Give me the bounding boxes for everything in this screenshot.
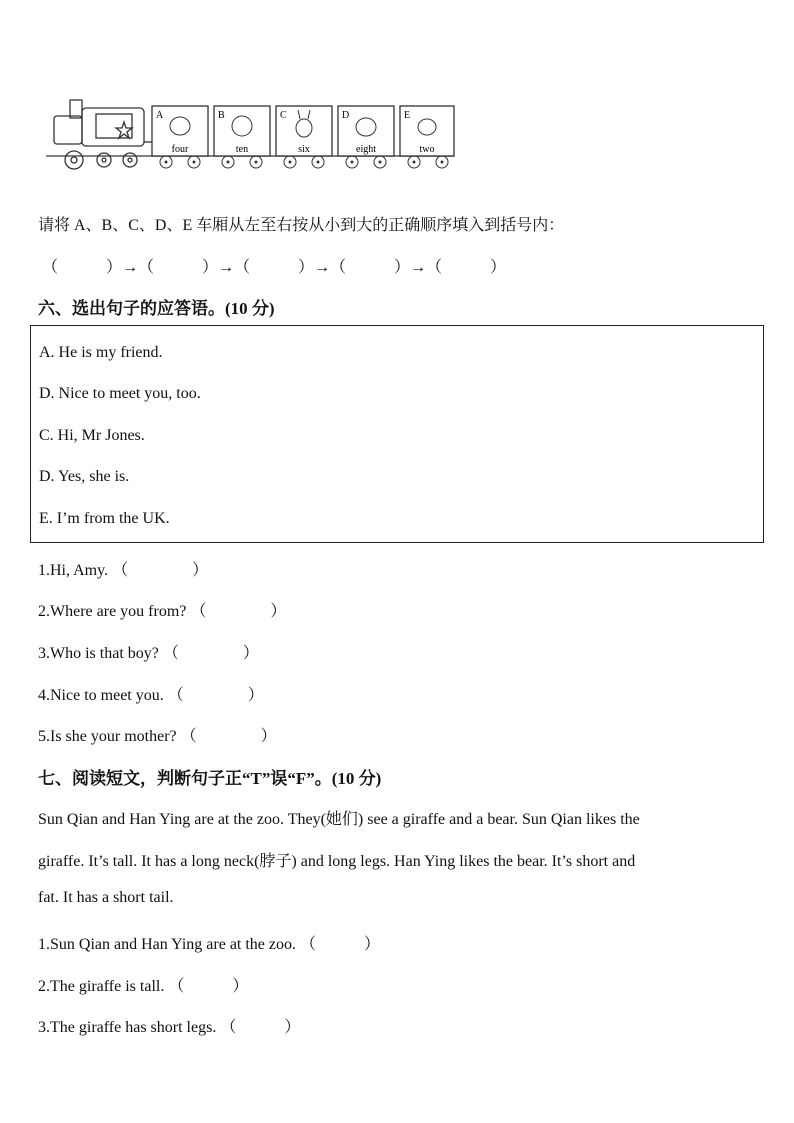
car-letter-a: A [156,110,164,121]
order-answer-blanks[interactable]: （ ）→（ ）→（ ）→（ ）→（ ） [42,259,507,276]
car-word-b: ten [235,144,249,155]
option-a: A. He is my friend. [39,344,163,361]
s6-question-3[interactable]: 3.Who is that boy? （ ） [38,645,259,662]
train-car-d [338,106,394,168]
train-car-e [400,106,454,168]
s7-question-2[interactable]: 2.The giraffe is tall. （ ） [38,978,249,995]
option-e: E. I’m from the UK. [39,510,170,527]
train-car-a [152,106,208,168]
locomotive [54,100,152,169]
s7-question-1[interactable]: 1.Sun Qian and Han Ying are at the zoo. （ ） [38,936,381,953]
train-car-b [214,106,270,168]
car-letter-b: B [218,110,225,121]
section-7-title: 七、阅读短文，判断句子正“T”误“F”。(10 分) [38,769,382,788]
passage-line-1: Sun Qian and Han Ying are at the zoo. They(她们) see a giraffe and a bear. Sun Qian likes the [38,811,640,828]
options-box [30,325,764,543]
s7-question-3[interactable]: 3.The giraffe has short legs. （ ） [38,1019,301,1036]
option-c: C. Hi, Mr Jones. [39,427,145,444]
car-word-a: four [171,144,189,155]
car-letter-c: C [280,110,287,121]
s6-question-4[interactable]: 4.Nice to meet you. （ ） [38,687,264,704]
s6-question-1[interactable]: 1.Hi, Amy. （ ） [38,562,209,579]
train-picture [46,96,456,176]
passage-line-2: giraffe. It’s tall. It has a long neck(脖子) and long legs. Han Ying likes the bear. It’s short and [38,853,636,870]
option-d-nice: D. Nice to meet you, too. [39,385,201,402]
train-illustration [46,96,456,176]
s6-question-5[interactable]: 5.Is she your mother? （ ） [38,728,277,745]
section-6-title: 六、选出句子的应答语。(10 分) [38,299,275,318]
car-word-d: eight [356,144,376,155]
s6-question-2[interactable]: 2.Where are you from? （ ） [38,603,287,620]
car-letter-e: E [404,110,411,121]
passage-line-3: fat. It has a short tail. [38,889,174,906]
car-letter-d: D [342,110,350,121]
train-car-c [276,106,332,168]
order-instruction: 请将 A、B、C、D、E 车厢从左至右按从小到大的正确顺序填入到括号内： [38,217,565,234]
option-d-yes: D. Yes, she is. [39,468,130,485]
car-word-e: two [419,144,435,155]
car-word-c: six [298,144,310,155]
